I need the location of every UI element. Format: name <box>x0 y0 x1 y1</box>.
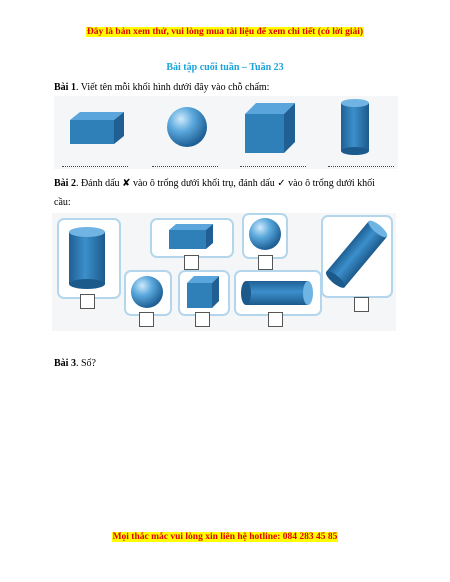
cube-icon <box>186 275 220 309</box>
answer-checkbox[interactable] <box>354 297 369 312</box>
sphere-icon <box>130 275 164 309</box>
answer-checkbox[interactable] <box>268 312 283 327</box>
exercise-3-prompt: Bài 3. Số? <box>54 358 96 369</box>
page-title: Bài tập cuối tuần – Tuần 23 <box>166 62 284 73</box>
answer-line-4[interactable] <box>328 166 394 167</box>
tilted-cylinder-icon <box>325 219 387 291</box>
answer-checkbox[interactable] <box>195 312 210 327</box>
sphere-icon <box>248 217 282 251</box>
cube-icon <box>243 101 297 155</box>
check-mark-icon: ✓ <box>277 178 286 189</box>
hotline-footer: Mọi thắc mắc vui lòng xin liên hệ hotline: 084 283 45 85 <box>112 532 338 542</box>
answer-checkbox[interactable] <box>258 255 273 270</box>
cylinder-icon <box>340 98 370 156</box>
sphere-icon <box>166 106 208 148</box>
cross-mark-icon: ✘ <box>122 178 131 189</box>
box-icon <box>66 110 126 148</box>
answer-line-2[interactable] <box>152 166 218 167</box>
lying-cylinder-icon <box>240 279 314 307</box>
answer-line-3[interactable] <box>240 166 306 167</box>
answer-checkbox[interactable] <box>139 312 154 327</box>
preview-notice: Đây là bản xem thử, vui lòng mua tài liệu để xem chi tiết (có lời giải) <box>86 27 364 37</box>
exercise-1-prompt: Bài 1. Viết tên mỗi khối hình dưới đây vào chỗ chấm: <box>54 82 270 93</box>
box-icon <box>167 223 215 251</box>
exercise-2-prompt: Bài 2. Đánh dấu ✘ vào ô trống dưới khối trụ, đánh dấu ✓ vào ô trống dưới khối cầu: <box>54 178 375 208</box>
answer-checkbox[interactable] <box>184 255 199 270</box>
answer-checkbox[interactable] <box>80 294 95 309</box>
cylinder-icon <box>68 226 106 290</box>
answer-line-1[interactable] <box>62 166 128 167</box>
